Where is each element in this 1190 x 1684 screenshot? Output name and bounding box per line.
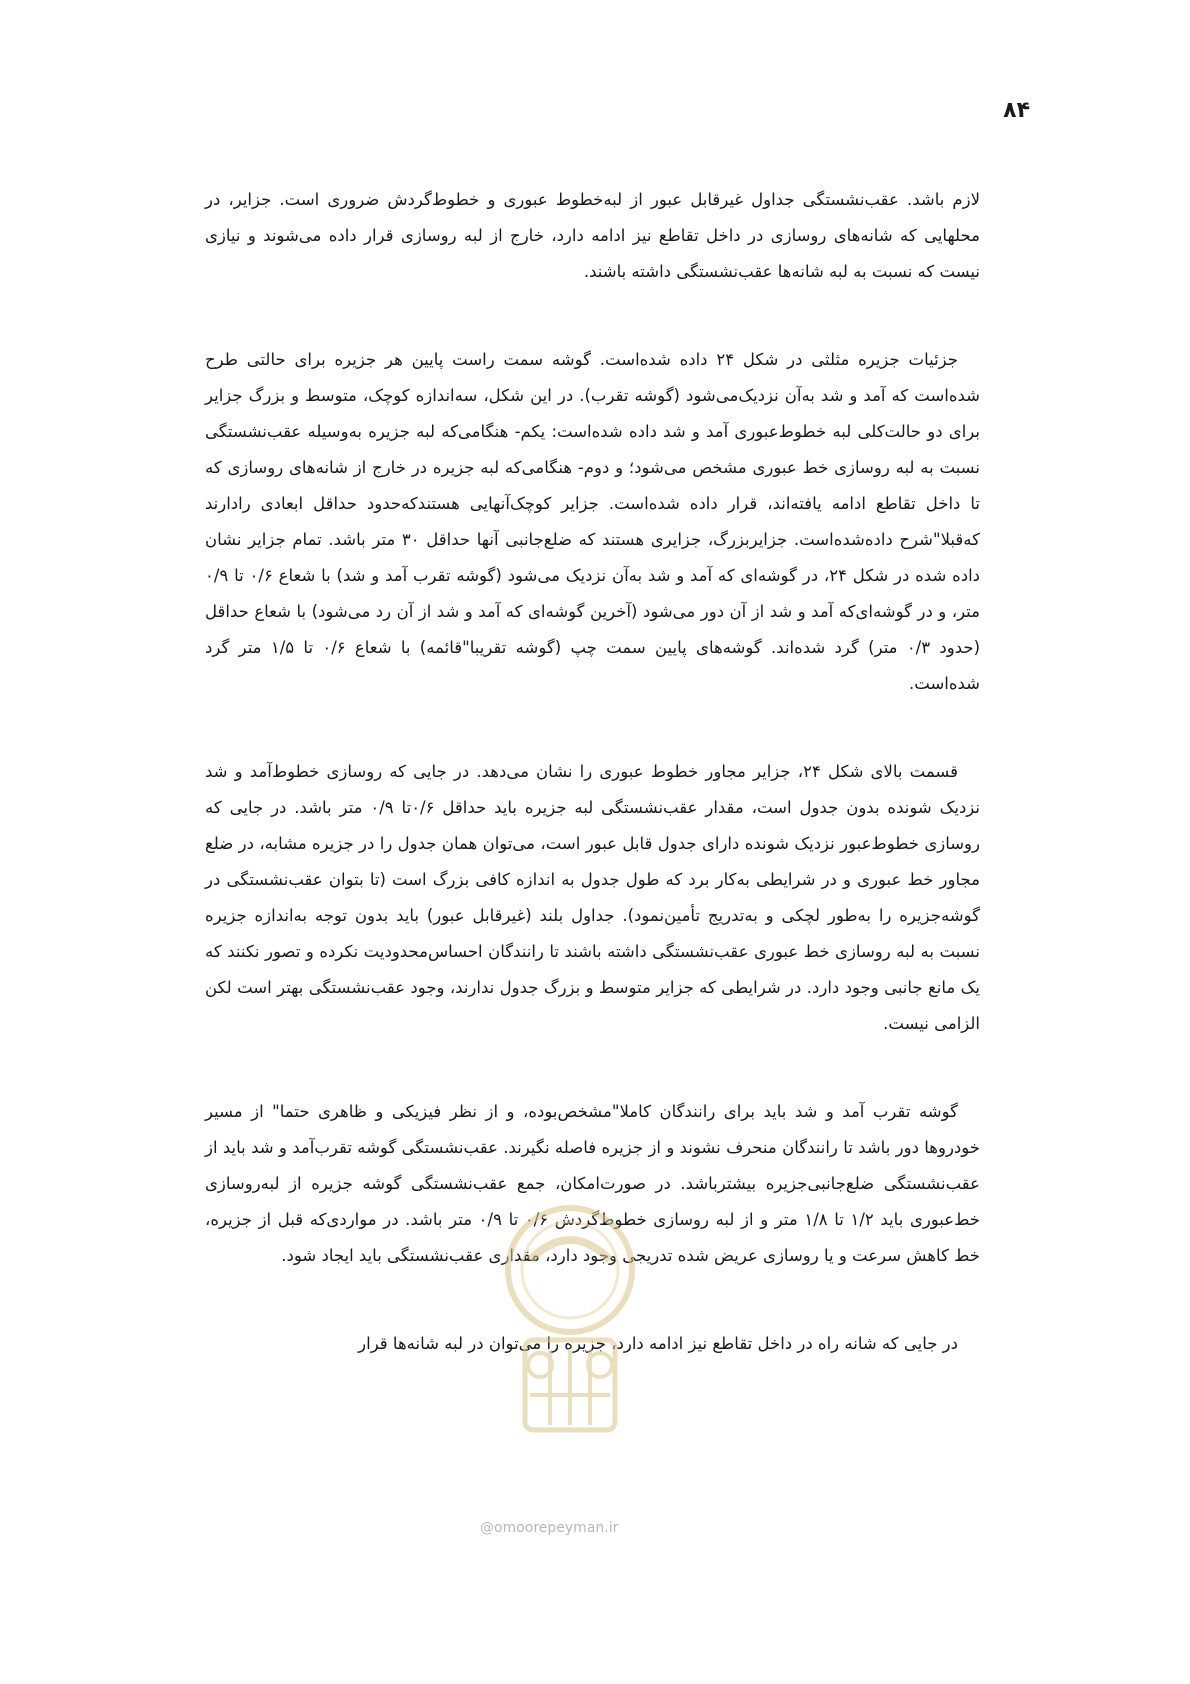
watermark-url: @omoorepeyman.ir (480, 1520, 619, 1536)
paragraph-5: در جایی که شانه راه در داخل تقاطع نیز ادامه دارد، جزیره را می‌توان در لبه شانه‌ها قرار (358, 1334, 958, 1353)
paragraph-1: لازم باشد. عقب‌نشستگی جداول غیرقابل عبور از لبه‌خطوط عبوری و خطوط‌گردش ضروری است. جزایر، در محلهایی که شانه‌های روسازی در داخل تقاطع نیز ادامه دارد، خارج از لبه روسازی قرار داده می‌شوند و نیازی نیست که نسبت به لبه شانه‌ها عقب‌نشستگی داشته باشند. (205, 190, 980, 281)
page-number: ۸۴ (1003, 98, 1030, 123)
paragraph-4: گوشه تقرب آمد و شد باید برای رانندگان کاملا"مشخص‌بوده، و از نظر فیزیکی و ظاهری حتما" از مسیر خودروها دور باشد تا رانندگان منحرف نشوند و از جزیره فاصله نگیرند. عقب‌نشستگی گوشه تقرب‌آمد و شد باید از عقب‌نشستگی ضلع‌جانبی‌جزیره بیشترباشد. در صورت‌امکان، جمع عقب‌نشستگی گوشه جزیره از لبه‌روسازی خط‌عبوری باید ۱/۲ تا ۱/۸ متر و از لبه روسازی خطوط‌گردش ۰/۶ تا ۰/۹ متر باشد. در مواردی‌که قبل از جزیره، خط کاهش سرعت و یا روسازی عریض شده تدریجی وجود دارد، مقداری عقب‌نشستگی باید ایجاد شود. (205, 1102, 980, 1265)
body-text (205, 182, 980, 1414)
paragraph-3: قسمت بالای شکل ۲۴، جزایر مجاور خطوط عبوری را نشان می‌دهد. در جایی که روسازی خطوط‌آمد و شد نزدیک شونده بدون جدول است، مقدار عقب‌نشستگی لبه جزیره باید حداقل ۰/۶تا ۰/۹ متر باشد. در جایی که روسازی خطوط‌عبور نزدیک شونده دارای جدول قابل عبور است، می‌توان همان جدول را در جزیره مشابه، در ضلع مجاور خط عبوری و در شرایطی به‌کار برد که طول جدول به اندازه کافی بزرگ است (تا بتوان عقب‌نشستگی در گوشه‌جزیره را به‌طور لچکی و به‌تدریج تأمین‌نمود). جداول بلند (غیرقابل عبور) باید بدون توجه به‌اندازه جزیره نسبت به لبه روسازی خط عبوری عقب‌نشستگی داشته باشند تا رانندگان احساس‌محدودیت نکرده و تصور نکنند که یک مانع جانبی وجود دارد. در شرایطی که جزایر متوسط و بزرگ جدول ندارند، وجود عقب‌نشستگی بهتر است لکن الزامی نیست. (205, 762, 980, 1033)
paragraph-2: جزئیات جزیره مثلثی در شکل ۲۴ داده شده‌است. گوشه سمت راست پایین هر جزیره برای حالتی طرح شده‌است که آمد و شد به‌آن نزدیک‌می‌شود (گوشه تقرب). در این شکل، سه‌اندازه کوچک، متوسط و بزرگ جزایر برای دو حالت‌کلی لبه خطوط‌عبوری آمد و شد داده شده‌است: یکم- هنگامی‌که لبه جزیره به‌وسیله عقب‌نشستگی نسبت به لبه روسازی خط عبوری مشخص می‌شود؛ و دوم- هنگامی‌که لبه جزیره در خارج از شانه‌های روسازی که تا داخل تقاطع ادامه یافته‌اند، قرار داده شده‌است. جزایر کوچک‌آنهایی هستند‌که‌حدود حداقل ابعادی رادارند که‌قبلا"شرح داده‌شده‌است. جزایربزرگ، جزایری هستند که ضلع‌جانبی آنها حداقل ۳۰ متر باشد. تمام جزایر نشان داده شده در شکل ۲۴، در گوشه‌ای که آمد و شد به‌آن نزدیک می‌شود (گوشه تقرب آمد و شد) با شعاع ۰/۶ تا ۰/۹ متر، و در گوشه‌ای‌که آمد و شد از آن دور می‌شود (آخرین گوشه‌ای که آمد و شد از آن رد می‌شود) با شعاع حداقل (حدود ۰/۳ متر) گرد شده‌اند. گوشه‌های پایین سمت چپ (گوشه تقریبا"قائمه) با شعاع ۰/۶ تا ۱/۵ متر گرد شده‌است. (205, 350, 981, 693)
